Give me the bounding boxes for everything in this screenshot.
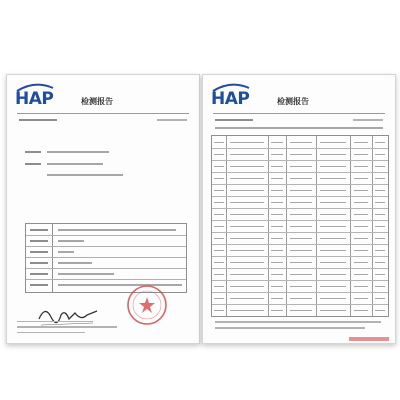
table-cell-line xyxy=(230,202,264,203)
table-cell-line xyxy=(375,286,385,287)
table-cell-line xyxy=(354,142,368,143)
table-cell-line xyxy=(271,238,283,239)
table-label-line xyxy=(30,240,48,242)
table-cell-line xyxy=(320,190,346,191)
table-cell-line xyxy=(214,178,224,179)
report-cover-page xyxy=(6,74,200,344)
table-row-line xyxy=(212,304,388,305)
table-row-line xyxy=(212,160,388,161)
table-cell-line xyxy=(214,142,224,143)
report-number-line xyxy=(19,119,57,121)
table-cell-line xyxy=(375,298,385,299)
table-row-line xyxy=(212,244,388,245)
results-table xyxy=(211,135,389,317)
table-value-line xyxy=(58,240,84,242)
table-cell-line xyxy=(290,214,312,215)
table-cell-line xyxy=(320,250,346,251)
table-cell-line xyxy=(320,262,346,263)
table-cell-line xyxy=(271,286,283,287)
table-cell-line xyxy=(354,298,368,299)
table-row-line xyxy=(26,257,186,258)
table-cell-line xyxy=(230,190,264,191)
table-row-line xyxy=(212,256,388,257)
table-cell-line xyxy=(271,250,283,251)
table-cell-line xyxy=(375,214,385,215)
table-cell-line xyxy=(320,274,346,275)
table-cell-line xyxy=(271,142,283,143)
table-cell-line xyxy=(290,238,312,239)
table-cell-line xyxy=(290,226,312,227)
table-cell-line xyxy=(290,166,312,167)
table-cell-line xyxy=(354,310,368,311)
table-cell-line xyxy=(214,310,224,311)
table-cell-line xyxy=(230,226,264,227)
table-cell-line xyxy=(375,178,385,179)
table-cell-line xyxy=(320,226,346,227)
footer-line xyxy=(17,326,117,327)
table-cell-line xyxy=(320,178,346,179)
field-label-line xyxy=(25,151,41,153)
table-cell-line xyxy=(214,154,224,155)
table-divider xyxy=(350,136,351,316)
table-label-line xyxy=(30,273,48,275)
table-cell-line xyxy=(271,190,283,191)
table-cell-line xyxy=(354,226,368,227)
intro-text-line xyxy=(215,127,383,129)
table-cell-line xyxy=(230,250,264,251)
table-divider xyxy=(226,136,227,316)
table-value-line xyxy=(58,229,176,231)
table-cell-line xyxy=(320,310,346,311)
table-cell-line xyxy=(375,238,385,239)
table-cell-line xyxy=(320,202,346,203)
table-divider xyxy=(268,136,269,316)
header-rule xyxy=(17,113,189,114)
report-title: 检测报告 xyxy=(81,97,113,106)
table-cell-line xyxy=(290,202,312,203)
table-cell-line xyxy=(271,154,283,155)
page-number-line xyxy=(353,119,383,121)
table-cell-line xyxy=(354,274,368,275)
report-results-page xyxy=(202,74,396,344)
table-divider xyxy=(372,136,373,316)
table-cell-line xyxy=(320,154,346,155)
table-cell-line xyxy=(230,178,264,179)
table-cell-line xyxy=(271,178,283,179)
table-cell-line xyxy=(271,214,283,215)
table-cell-line xyxy=(354,190,368,191)
table-cell-line xyxy=(230,142,264,143)
table-cell-line xyxy=(214,214,224,215)
table-row-line xyxy=(26,279,186,280)
table-cell-line xyxy=(214,190,224,191)
table-cell-line xyxy=(230,298,264,299)
table-cell-line xyxy=(271,202,283,203)
table-cell-line xyxy=(230,310,264,311)
table-cell-line xyxy=(214,286,224,287)
table-label-line xyxy=(30,284,48,286)
table-cell-line xyxy=(230,286,264,287)
table-cell-line xyxy=(230,262,264,263)
table-cell-line xyxy=(290,274,312,275)
table-label-line xyxy=(30,229,48,231)
table-cell-line xyxy=(290,298,312,299)
hap-logo xyxy=(211,83,251,109)
table-cell-line xyxy=(271,166,283,167)
table-label-line xyxy=(30,262,48,264)
table-cell-line xyxy=(354,262,368,263)
table-cell-line xyxy=(230,166,264,167)
table-cell-line xyxy=(214,238,224,239)
table-cell-line xyxy=(214,250,224,251)
table-cell-line xyxy=(354,166,368,167)
table-cell-line xyxy=(230,214,264,215)
table-value-line xyxy=(58,273,114,275)
table-cell-line xyxy=(320,298,346,299)
table-cell-line xyxy=(271,298,283,299)
table-row-line xyxy=(212,172,388,173)
table-row-line xyxy=(212,268,388,269)
table-cell-line xyxy=(214,226,224,227)
hap-logo xyxy=(15,83,55,109)
table-cell-line xyxy=(375,142,385,143)
table-row-line xyxy=(212,280,388,281)
table-divider xyxy=(286,136,287,316)
table-divider xyxy=(316,136,317,316)
table-row-line xyxy=(26,268,186,269)
table-cell-line xyxy=(375,166,385,167)
table-cell-line xyxy=(230,238,264,239)
table-cell-line xyxy=(375,262,385,263)
table-cell-line xyxy=(354,286,368,287)
table-cell-line xyxy=(375,310,385,311)
table-cell-line xyxy=(375,202,385,203)
report-number-line xyxy=(215,119,253,121)
table-row-line xyxy=(212,184,388,185)
field-value-line xyxy=(47,151,109,153)
logo-brand-text: HAP xyxy=(211,89,250,109)
table-row-line xyxy=(212,232,388,233)
table-cell-line xyxy=(214,298,224,299)
table-row-line xyxy=(26,246,186,247)
table-cell-line xyxy=(271,226,283,227)
table-label-line xyxy=(30,251,48,253)
table-cell-line xyxy=(271,310,283,311)
table-cell-line xyxy=(375,226,385,227)
table-cell-line xyxy=(375,250,385,251)
table-cell-line xyxy=(375,154,385,155)
table-row-line xyxy=(26,235,186,236)
table-cell-line xyxy=(375,274,385,275)
table-cell-line xyxy=(214,166,224,167)
table-cell-line xyxy=(354,178,368,179)
table-cell-line xyxy=(290,310,312,311)
table-row-line xyxy=(212,196,388,197)
table-row-line xyxy=(212,292,388,293)
field-value-line xyxy=(47,174,123,176)
page-number-line xyxy=(157,119,187,121)
footer-line xyxy=(17,321,93,322)
table-cell-line xyxy=(320,166,346,167)
table-row-line xyxy=(212,208,388,209)
table-row-line xyxy=(212,220,388,221)
table-cell-line xyxy=(271,262,283,263)
field-label-line xyxy=(25,163,41,165)
table-cell-line xyxy=(230,274,264,275)
red-stamp-strip xyxy=(349,337,389,341)
table-cell-line xyxy=(230,154,264,155)
table-cell-line xyxy=(354,214,368,215)
table-cell-line xyxy=(354,154,368,155)
table-cell-line xyxy=(214,202,224,203)
table-cell-line xyxy=(290,154,312,155)
table-row-line xyxy=(212,148,388,149)
table-value-line xyxy=(58,251,74,253)
header-rule xyxy=(213,113,385,114)
table-cell-line xyxy=(271,274,283,275)
table-cell-line xyxy=(214,262,224,263)
table-cell-line xyxy=(290,286,312,287)
table-cell-line xyxy=(320,286,346,287)
footer-line xyxy=(17,332,85,333)
footer-line xyxy=(215,321,381,323)
report-title: 检测报告 xyxy=(277,97,309,106)
footer-note xyxy=(17,321,189,333)
table-value-line xyxy=(58,262,92,264)
table-cell-line xyxy=(290,250,312,251)
table-cell-line xyxy=(354,202,368,203)
table-cell-line xyxy=(320,142,346,143)
table-cell-line xyxy=(290,178,312,179)
footer-line xyxy=(215,327,365,329)
table-cell-line xyxy=(290,262,312,263)
table-cell-line xyxy=(354,238,368,239)
table-cell-line xyxy=(290,190,312,191)
logo-brand-text: HAP xyxy=(15,89,54,109)
field-value-line xyxy=(47,163,103,165)
table-cell-line xyxy=(375,190,385,191)
table-cell-line xyxy=(354,250,368,251)
table-cell-line xyxy=(320,238,346,239)
table-cell-line xyxy=(290,142,312,143)
table-cell-line xyxy=(214,274,224,275)
table-cell-line xyxy=(320,214,346,215)
